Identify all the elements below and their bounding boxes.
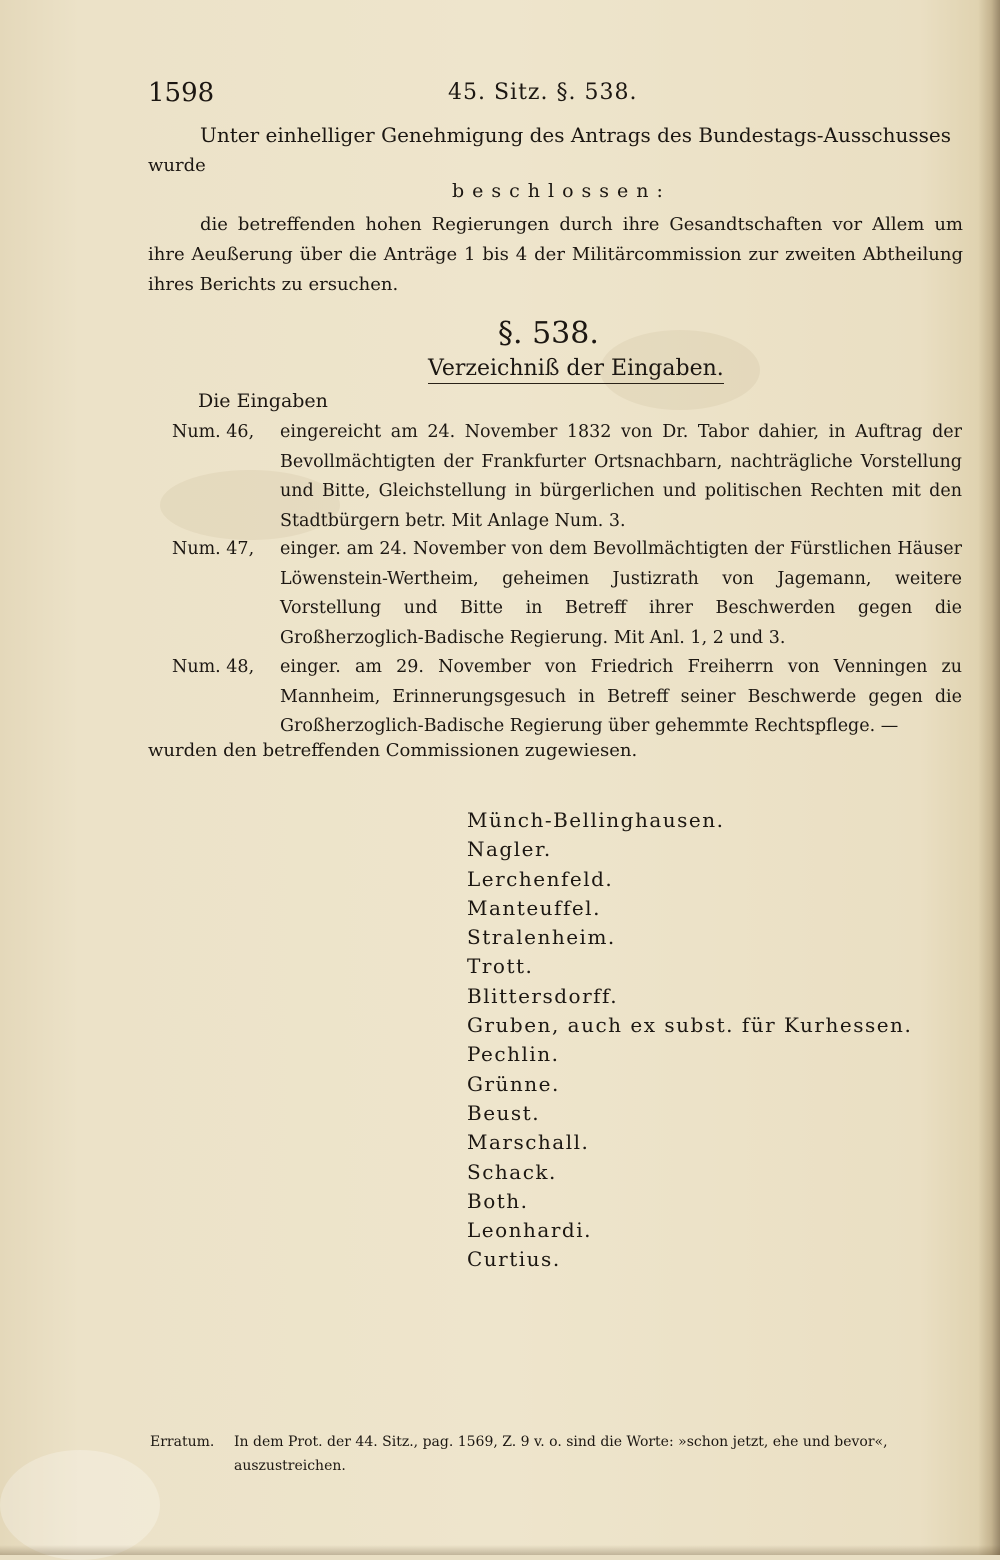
submission-number: Num. 46, [172,422,255,442]
signature: Both. [467,1188,529,1213]
submission-number: Num. 47, [172,539,255,559]
section-number: §. 538. [498,316,599,351]
submission-entry [172,535,962,653]
erratum-note [150,1430,965,1478]
page-edge-shadow [978,0,1000,1555]
section-title: Verzeichniß der Eingaben. [428,356,724,384]
page-edge-shadow [0,1545,1000,1555]
erratum-label: Erratum. [150,1434,215,1450]
signature: Pechlin. [467,1042,560,1067]
signature: Stralenheim. [467,925,616,950]
signature: Curtius. [467,1247,561,1272]
signature-list [467,808,927,1277]
signature: Leonhardi. [467,1218,592,1243]
signature: Lerchenfeld. [467,866,614,891]
signature: Blittersdorff. [467,983,619,1008]
submission-entry [172,653,962,742]
signature: Trott. [467,954,534,979]
signature: Münch-Bellinghausen. [467,808,725,832]
signature: Beust. [467,1100,541,1125]
running-head: 45. Sitz. §. 538. [448,80,638,105]
signature: Schack. [467,1159,557,1184]
submission-number: Num. 48, [172,657,255,677]
resolved-word: beschlossen: [452,180,671,202]
submission-text: einger. am 24. November von dem Bevollmächtigten der Fürstlichen Häuser Löwenstein-Wertheim, geheimen Justizrath von Jagemann, weitere Vorstellung und Bitte in Betreff ihrer Beschwerden gegen die Großherzoglich-Badische Regierung. Mit Anl. 1, 2 und 3. [280,539,962,648]
signature: Grünne. [467,1071,560,1096]
paper-stain [0,1450,160,1560]
signature: Gruben, auch ex subst. für Kurhessen. [467,1013,913,1038]
submission-text: eingereicht am 24. November 1832 von Dr. Tabor dahier, in Auftrag der Bevollmächtigten der Frankfurter Ortsnachbarn, nachträgliche Vorstellung und Bitte, Gleichstellung in bürgerlichen und politischen Rechten mit den Stadtbürgern betr. Mit Anlage Num. 3. [280,422,962,531]
submissions-closing: wurden den betreffenden Commissionen zugewiesen. [148,740,638,761]
signature: Manteuffel. [467,895,601,920]
resolution-text: die betreffenden hohen Regierungen durch ihre Gesandtschaften vor Allem um ihre Aeußerung über die Anträge 1 bis 4 der Militärcommission zur zweiten Abtheilung ihres Berichts zu ersuchen. [148,214,963,295]
erratum-text: In dem Prot. der 44. Sitz., pag. 1569, Z. 9 v. o. sind die Worte: »schon jetzt, ehe und bevor«, auszustreichen. [234,1434,888,1474]
page-header [148,78,968,114]
submission-text: einger. am 29. November von Friedrich Freiherrn von Venningen zu Mannheim, Erinnerungsgesuch in Betreff seiner Beschwerde gegen die Großherzoglich-Badische Regierung über gehemmte Rechtspflege. — [280,657,962,736]
resolution-intro: Unter einhelliger Genehmigung des Antrags des Bundestags-Ausschusses [200,123,951,147]
signature: Marschall. [467,1130,590,1155]
signature: Nagler. [467,837,552,862]
page-number: 1598 [148,78,215,108]
submission-entry [172,418,962,536]
resolution-intro-cont: wurde [148,155,206,176]
submissions-intro: Die Eingaben [198,390,328,412]
